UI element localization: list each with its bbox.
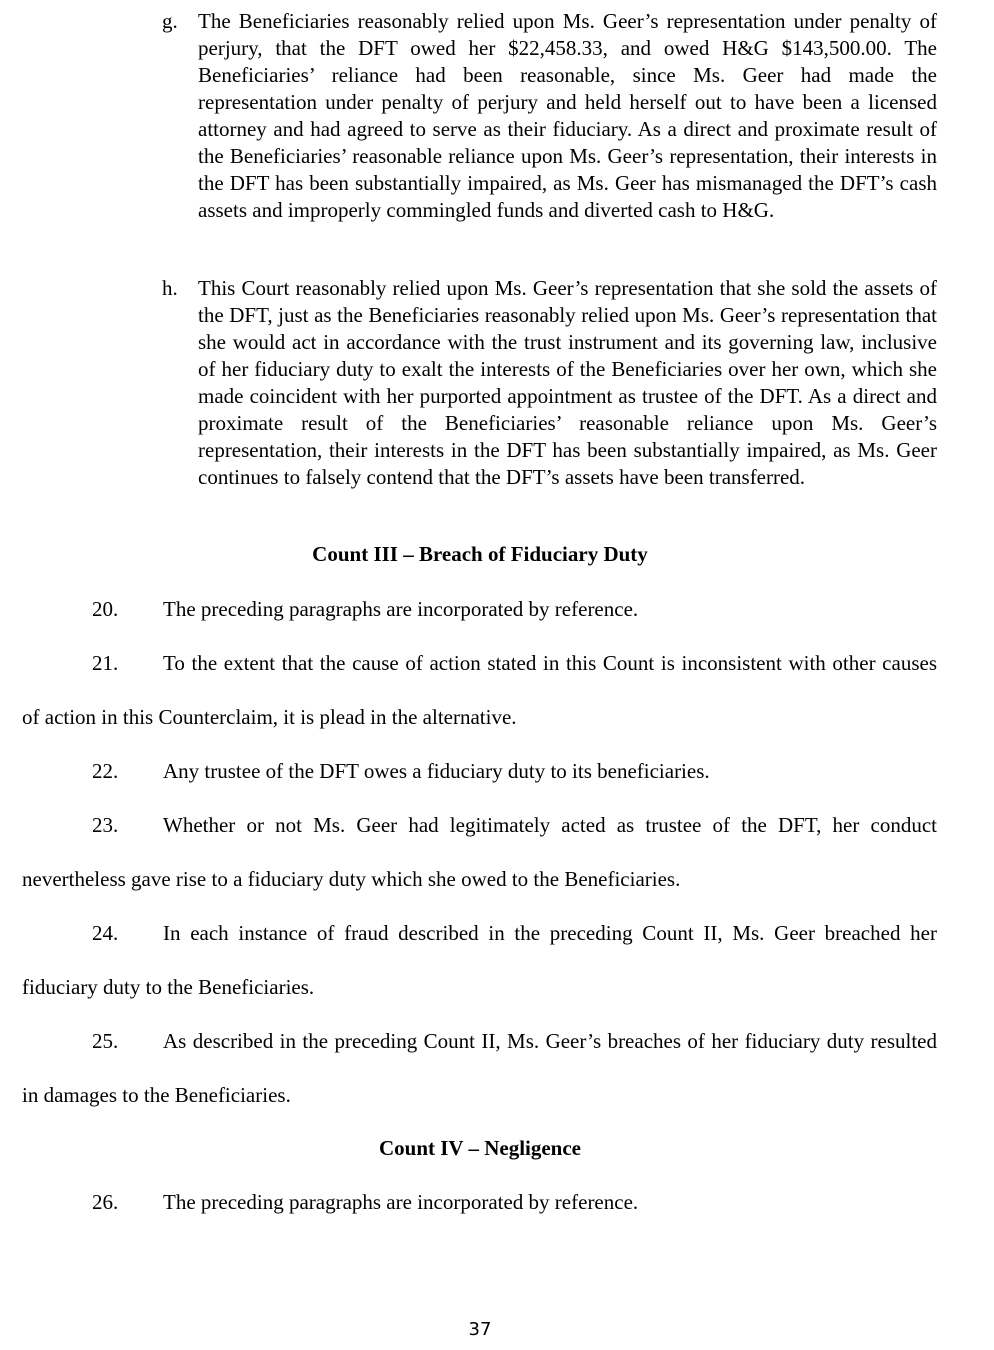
subparagraph-text: The Beneficiaries reasonably relied upon Ms. Geer’s representation under penalty of perjury, that the DFT owed her $22,458.33, and owed H&G $143,500.00. The Beneficiaries’ reliance had been reasonable, since Ms. Geer had made the representation under penalty of perjury and held herself out to have been a licensed attorney and had agreed to serve as their fiduciary. As a direct and proximate result of the Beneficiaries’ reasonable reliance upon Ms. Geer’s representation, their interests in the DFT has been substantially impaired, as Ms. Geer has mismanaged the DFT’s cash assets and improperly commingled funds and diverted cash to H&G. — [198, 9, 937, 222]
numbered-paragraph-21 — [22, 636, 937, 744]
numbered-paragraph-23 — [22, 798, 937, 906]
paragraph-text: To the extent that the cause of action stated in this Count is inconsistent with other causes of action in this Counterclaim, it is plead in the alternative. — [22, 651, 937, 729]
paragraph-number: 24. — [92, 921, 119, 945]
paragraph-text: Whether or not Ms. Geer had legitimately acted as trustee of the DFT, her conduct nevertheless gave rise to a fiduciary duty which she owed to the Beneficiaries. — [22, 813, 937, 891]
paragraph-text: The preceding paragraphs are incorporated by reference. — [163, 597, 639, 621]
numbered-paragraph-25 — [22, 1014, 937, 1122]
paragraph-text: In each instance of fraud described in the preceding Count II, Ms. Geer breached her fiduciary duty to the Beneficiaries. — [22, 921, 937, 999]
paragraph-number: 22. — [92, 759, 119, 783]
page-number: 37 — [468, 1319, 492, 1340]
paragraph-text: As described in the preceding Count II, Ms. Geer’s breaches of her fiduciary duty resulted in damages to the Beneficiaries. — [22, 1029, 937, 1107]
paragraph-text: The preceding paragraphs are incorporated by reference. — [163, 1190, 639, 1214]
paragraph-number: 21. — [92, 651, 119, 675]
subparagraph-letter: h. — [162, 276, 178, 300]
numbered-paragraph-26 — [22, 1175, 937, 1229]
paragraph-text: Any trustee of the DFT owes a fiduciary duty to its beneficiaries. — [163, 759, 710, 783]
subparagraph-letter: g. — [162, 9, 178, 33]
numbered-paragraph-20 — [22, 582, 937, 636]
paragraph-number: 23. — [92, 813, 119, 837]
paragraph-number: 25. — [92, 1029, 119, 1053]
section-heading-count-iii: Count III – Breach of Fiduciary Duty — [312, 542, 648, 566]
numbered-paragraph-22 — [22, 744, 937, 798]
paragraph-number: 26. — [92, 1190, 119, 1214]
subparagraph-text: This Court reasonably relied upon Ms. Geer’s representation that she sold the assets of the DFT, just as the Beneficiaries reasonably relied upon Ms. Geer’s representation that she would act in accordance with the trust instrument and its governing law, inclusive of her fiduciary duty to exalt the interests of the Beneficiaries over her own, which she made coincident with her purported appointment as trustee of the DFT. As a direct and proximate result of the Beneficiaries’ reasonable reliance upon Ms. Geer’s representation, their interests in the DFT has been substantially impaired, as Ms. Geer continues to falsely contend that the DFT’s assets have been transferred. — [198, 276, 937, 489]
numbered-paragraph-24 — [22, 906, 937, 1014]
subparagraph-g — [162, 8, 937, 224]
subparagraph-h — [162, 275, 937, 491]
paragraph-number: 20. — [92, 597, 119, 621]
section-heading-count-iv: Count IV – Negligence — [378, 1136, 582, 1160]
